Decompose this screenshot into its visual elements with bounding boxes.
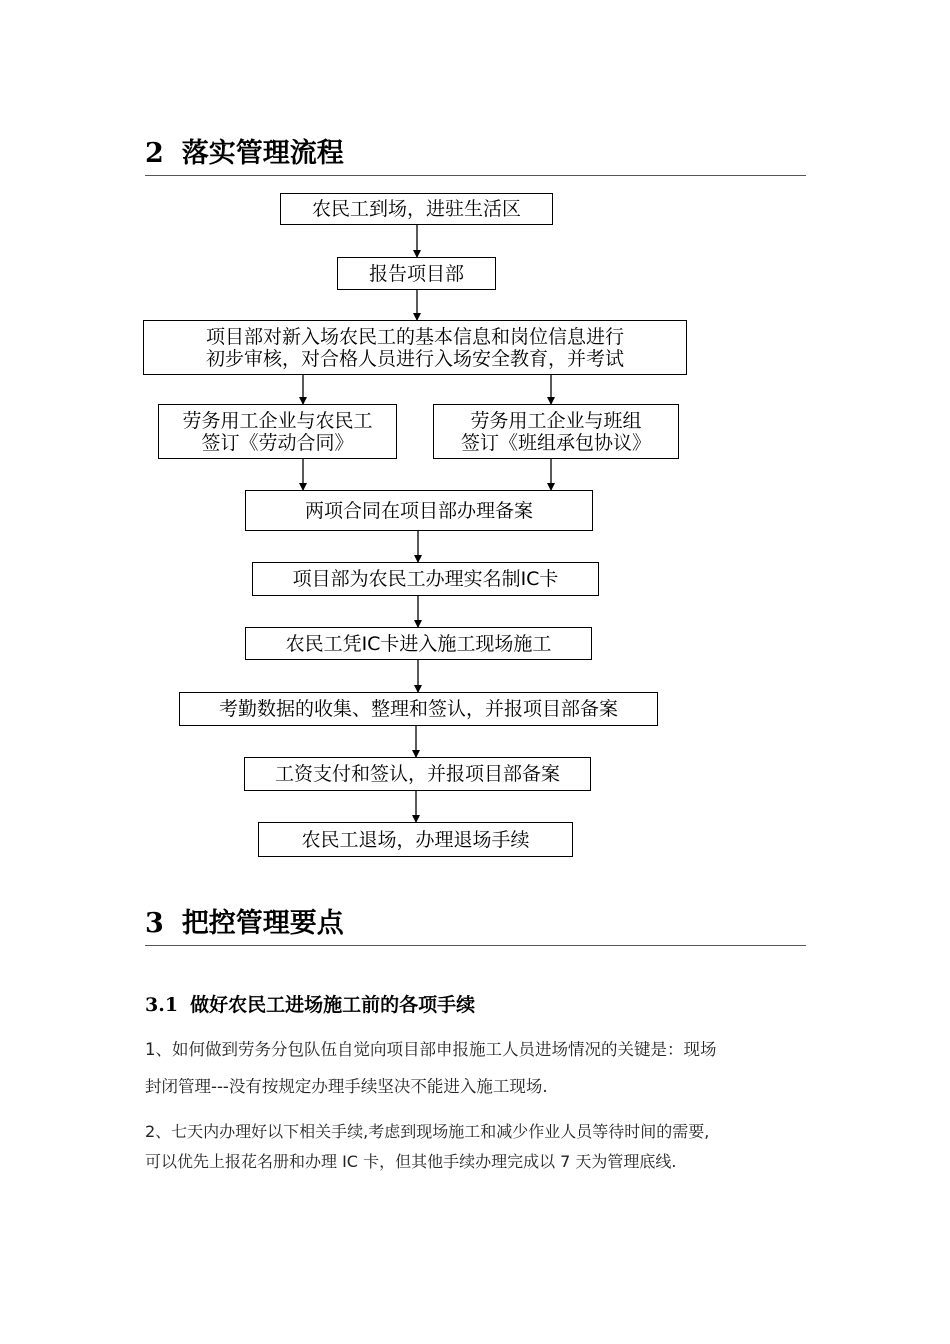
flow-step-report-text: 报告项目部 [368, 262, 464, 285]
flow-step-attendance [179, 692, 658, 726]
section-3-1-heading [145, 990, 475, 1017]
section-2-number: 2 [145, 138, 164, 169]
flow-step-exit [258, 822, 573, 857]
section-3-1-number: 3.1 [145, 994, 179, 1016]
flow-step-review [143, 320, 687, 375]
paragraph-1-line1: 1、如何做到劳务分包队伍自觉向项目部申报施工人员进场情况的关键是：现场 [145, 1040, 717, 1059]
section-2-title: 落实管理流程 [181, 138, 344, 169]
paragraph-2-line1: 2、七天内办理好以下相关手续,考虑到现场施工和减少作业人员等待时间的需要, [145, 1122, 710, 1141]
section-3-title: 把控管理要点 [181, 908, 344, 939]
flow-step-site-entry-text: 农民工凭IC卡进入施工现场施工 [285, 632, 552, 655]
flow-step-arrival-text: 农民工到场，进驻生活区 [311, 198, 521, 220]
flow-step-ic-card-text: 项目部为农民工办理实名制IC卡 [292, 568, 559, 590]
flow-step-arrival [280, 193, 553, 225]
flow-step-team-agreement-line1: 劳务用工企业与班组 [470, 409, 642, 432]
flow-step-contract-filing-text: 两项合同在项目部办理备案 [304, 499, 533, 522]
flow-step-labor-contract-line2: 签订《劳动合同》 [201, 431, 354, 454]
flow-step-contract-filing [245, 490, 593, 531]
flow-step-labor-contract [158, 404, 397, 459]
paragraph-2 [145, 1117, 807, 1177]
section-3-rule [145, 945, 806, 946]
paragraph-1-line2: 封闭管理---没有按规定办理手续坚决不能进入施工现场. [145, 1077, 548, 1096]
flow-step-wage-payment [244, 757, 591, 791]
flow-step-report [337, 257, 496, 290]
flow-step-ic-card [252, 562, 599, 596]
flow-step-wage-payment-text: 工资支付和签认，并报项目部备案 [274, 763, 560, 785]
section-3-1-title: 做好农民工进场施工前的各项手续 [190, 994, 476, 1016]
section-3-heading [145, 901, 344, 940]
flow-step-site-entry [245, 627, 592, 660]
flow-step-review-line2: 初步审核，对合格人员进行入场安全教育，并考试 [205, 347, 624, 370]
flow-step-attendance-text: 考勤数据的收集、整理和签认，并报项目部备案 [218, 698, 618, 720]
flow-step-labor-contract-line1: 劳务用工企业与农民工 [182, 409, 373, 432]
flow-step-exit-text: 农民工退场，办理退场手续 [301, 828, 530, 851]
section-3-number: 3 [145, 908, 164, 939]
paragraph-2-line2: 可以优先上报花名册和办理 IC 卡，但其他手续办理完成以 7 天为管理底线. [145, 1152, 677, 1171]
flow-step-review-line1: 项目部对新入场农民工的基本信息和岗位信息进行 [205, 325, 624, 348]
flow-step-team-agreement-line2: 签订《班组承包协议》 [460, 431, 651, 454]
flow-step-team-agreement [433, 404, 679, 459]
paragraph-1 [145, 1031, 807, 1105]
